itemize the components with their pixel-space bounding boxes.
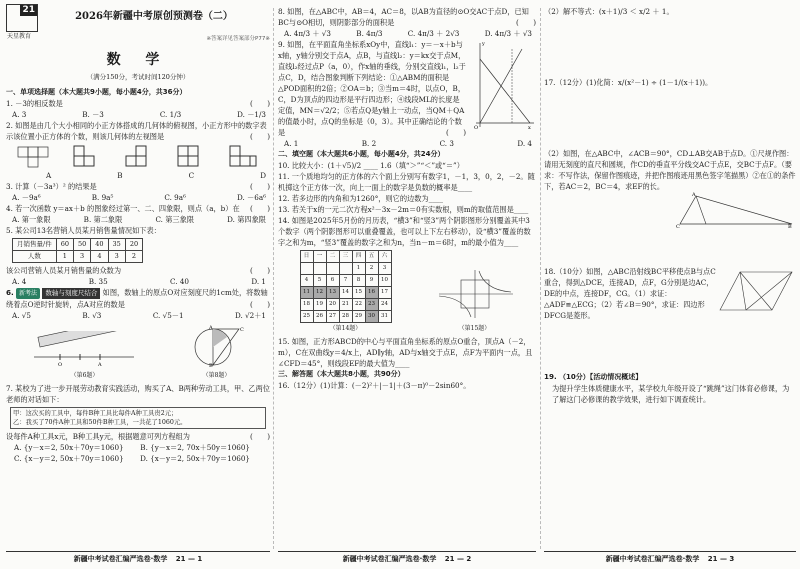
- table-row: 人数 1 3 4 3 2: [13, 251, 143, 263]
- svg-text:C: C: [676, 224, 680, 228]
- table-row: 4 5 6 7 8 9 10: [300, 275, 391, 287]
- svg-text:A: A: [208, 325, 213, 331]
- table-row: 1 2 3: [300, 263, 391, 275]
- question-7: 7. 某校为了进一步开展劳动教育实践活动，购买了A、B两种劳动工具，甲、乙两位老师的对话如下：: [6, 384, 270, 404]
- logo-number: 21: [22, 5, 35, 15]
- table-row: 日 一 二 三 四 五 六: [300, 251, 391, 263]
- option: D. －1/3: [237, 110, 266, 119]
- exam-meta: （满分150分，考试时间120分钟）: [86, 73, 190, 81]
- page-number: 21 — 3: [707, 555, 735, 563]
- new-method-tag: 新考法: [16, 288, 40, 299]
- ruler-figure: [30, 331, 140, 367]
- section-heading: 三、解答题（本大题共8小题，共90分）: [278, 370, 405, 378]
- option: C. 1/3: [159, 110, 182, 119]
- page-number: 21 — 1: [175, 555, 203, 563]
- question-17-part2: （2）如图，在△ABC中，∠ACB＝90°，CD⊥AB交AB于点D。①尺规作图：请用无刻度的直尺和圆规，作CD的垂直平分线交AC于点E，交BC于点F。（要求：不写作法，保留作图痕迹，并把作图痕迹用黑色签字笔描黑）②在①的条件下，若AC＝2，BC＝4，求EF的长。: [544, 149, 796, 191]
- footer-title: 新疆中考试卷汇编严选卷·数学: [73, 555, 168, 563]
- dialogue-box: [10, 407, 266, 429]
- question-8: 8. 如图，在△ABC中，AB＝4，AC＝8，以AB为直径的⊙O交AC于点D，已知BC与⊙O相切，则阴影部分的面积是 ( ): [278, 7, 536, 27]
- dialogue-line: 乙：我买了70件A种工具和50件B种工具，一共花了1060元。: [13, 419, 187, 426]
- question-7-tail: 设每件A种工具x元，B种工具y元，根据题意可列方程组为 ( ): [6, 432, 270, 441]
- figure-row-14-15: [278, 250, 536, 334]
- question-9: 9. 如图，在平面直角坐标系xOy中，直线l₁：y＝－x＋b与x轴，y轴分别交于点A，点B，与直线l₂：y＝kx交于点M，直线l₂经过点P（a，0），作x轴的垂线，分别交直线l₁，l₂于点C，D，结合图象判断下列结论：①△ABM的面积是△POD面积的2倍；②OA＝b；③当m＝4时，以点O，B，C，D为顶点的四边形是平行四边形；④线段ML的长度是定值，MN＝√2/2；⑤若点Q是y轴上一动点，当QM＋QA的值最小时，点Q的坐标是（0，3）。其中正确结论的个数是 ( ): [278, 40, 466, 137]
- option: B. －3: [82, 110, 104, 119]
- table-row: 18 19 20 21 22 23 24: [300, 299, 391, 311]
- section-heading: 一、单项选择题（本大题共9小题，每小题4分，共36分）: [6, 88, 187, 96]
- option-c-figure: [177, 144, 207, 168]
- svg-text:x: x: [528, 125, 531, 131]
- figure-caption: （第6题）: [70, 372, 99, 379]
- question-9-options: A. 1 B. 2 C. 3 D. 4: [284, 139, 532, 148]
- page-column-1: [6, 0, 270, 569]
- svg-text:C: C: [239, 327, 244, 333]
- question-3-options: A. －9a⁶ B. 9a⁵ C. 9a⁶ D. －6a⁶: [12, 193, 266, 202]
- table-row: 月销售量/件 60 50 40 35 20: [13, 239, 143, 251]
- question-14: 14. 如图是2025年5月份的月历表，“横3”和“竖3”两个阴影图形分别覆盖其中3个数字（两个阴影图形可以重叠覆盖，也可以上下左右移动），设“横3”覆盖的数字之和为m，“竖3”覆盖的数字之和为n，当n－m＝6时，m的最小值为____: [278, 216, 531, 247]
- question-5-options: A. 4 B. 35 C. 40 D. 1: [12, 277, 266, 286]
- calendar-table: [300, 250, 392, 323]
- answer-reference: ※答案详见答案部分P77※: [206, 36, 270, 42]
- publisher-logo: [6, 4, 38, 40]
- question-2-options: A B C D: [46, 171, 266, 180]
- figure-caption: （第8题）: [202, 372, 231, 379]
- option-a-figure: [73, 144, 103, 168]
- top-view-figure: [17, 146, 51, 168]
- question-4-options: A. 第一象限 B. 第二象限 C. 第三象限 D. 第四象限: [12, 215, 266, 224]
- footer-title: 新疆中考试卷汇编严选卷·数学: [342, 555, 437, 563]
- figure-caption: （第14题）: [329, 325, 362, 332]
- option-b-figure: [125, 144, 155, 168]
- footer-title: 新疆中考试卷汇编严选卷·数学: [605, 555, 700, 563]
- activity-tag: （10分）【活动情况概述】: [559, 373, 643, 381]
- question-3: 3. 计算（－3a³）² 的结果是 ( ): [6, 182, 270, 191]
- question-16-part2: （2）解不等式：(x＋1)/3 ＜ x/2 ＋ 1。: [544, 7, 674, 16]
- question-19: 19. （10分）【活动情况概述】: [544, 372, 643, 381]
- page-column-3: [544, 0, 796, 569]
- page-footer: [278, 551, 536, 565]
- answer-space: [544, 321, 796, 371]
- table-row: 11 12 13 14 15 16 17: [300, 287, 391, 299]
- question-1: 1. －3的相反数是 ( ): [6, 99, 270, 108]
- triangle-figure-wrap: [544, 192, 796, 228]
- answer-space: [544, 88, 796, 148]
- answer-space: [544, 228, 796, 266]
- question-2-figures: [6, 144, 270, 168]
- dialogue-line: 甲：这次买的工具中，每件B种工具比每件A种工具贵2元；: [13, 410, 178, 417]
- question-8-options: A. 4π/3 ＋ √3 B. 4π/3 C. 4π/3 ＋ 2√3 D. 4π/3 ＋ √3: [284, 29, 532, 38]
- answer-space: [544, 17, 796, 77]
- table-row: 25 26 27 28 29 30 31: [300, 311, 391, 323]
- right-triangle-figure: [676, 192, 796, 228]
- question-1-options: [6, 109, 270, 120]
- exam-title: 2026年新疆中考原创预测卷（二）: [75, 11, 233, 22]
- topic-tag: 数轴与刻度尺结合: [42, 288, 100, 299]
- page-number: 21 — 2: [444, 555, 472, 563]
- question-10: 10. 比较大小：(1＋√5)/2 ____ 1.6（填“＞”“＜”或“＝”）: [278, 161, 464, 170]
- svg-text:O: O: [474, 125, 479, 131]
- column-divider: [273, 8, 274, 549]
- question-7-options: A. {y－x＝2, 50x＋70y＝1060} B. {y－x＝2, 70x＋50y＝1060} C. {x－y＝2, 50x＋70y＝1060} D. {x－y＝2, 50x＋70y＝1060}: [14, 443, 250, 463]
- question-15: 15. 如图，正方形ABCD的中心与平面直角坐标系的原点O重合，顶点A（－2，m），C在双曲线y＝4/x上，AD∥y轴，AD与x轴交于点E，点F为平面内一点，且∠CFD＝45°，则线段EF的最大值为____: [278, 337, 533, 368]
- svg-text:O: O: [57, 362, 62, 367]
- question-13: 13. 若关于x的一元二次方程x²－3x－2m＝0有实数根，则m的取值范围是____: [278, 205, 529, 214]
- svg-text:A: A: [97, 362, 102, 367]
- coordinate-figure: [466, 39, 536, 131]
- column-divider: [540, 8, 541, 549]
- section-heading: 二、填空题（本大题共6小题，每小题4分，共24分）: [278, 150, 445, 158]
- question-11: 11. 一个质地均匀的正方体的六个面上分别写有数字1，－1，3，0，2，－2。随机掷这个正方体一次，向上一面上的数字是负数的概率是____: [278, 172, 535, 192]
- question-5: 5. 某公司13名营销人员某月销售量情况如下表：: [6, 226, 161, 235]
- figure-row-6-8: [6, 323, 270, 381]
- question-18: 18.（10分）如图，△ABC沿射线BC平移使点B与点C重合，得到△DCE，连接AD，点F，G分别是边AC，DE的中点，连接DF，CG。（1）求证：△ADF≌△ECG；（2）若∠B＝90°，求证：四边形DFCG是菱形。: [544, 267, 716, 320]
- question-16: 16.（12分）(1)计算：(－2)²＋|－1|＋(3－π)⁰－2sin60°。: [278, 381, 471, 390]
- hyperbola-figure: [435, 268, 515, 320]
- svg-text:A: A: [692, 192, 696, 198]
- answer-bracket: ( ): [250, 99, 270, 108]
- parallelogram-figure: [716, 266, 796, 316]
- option: A. 3: [12, 110, 27, 119]
- svg-text:y: y: [482, 41, 485, 47]
- question-2: 2. 如图是由几个大小相同的小正方体搭成的几何体的俯视图，小正方形中的数字表示该位置小正方体的个数，则该几何体的左视图是 ( ): [6, 121, 270, 141]
- option-d-figure: [229, 144, 259, 168]
- question-4: 4. 若一次函数 y＝ax＋b 的图象经过第一、二、四象限，则点（a，b）在 ( ): [6, 204, 270, 213]
- question-5-tail: 该公司营销人员某月销售量的众数为 ( ): [6, 266, 270, 275]
- svg-text:B: B: [788, 224, 792, 228]
- question-17: 17.（12分）(1)化简：x/(x²－1) ÷ (1－1/(x＋1))。: [544, 78, 713, 87]
- page-footer: [6, 551, 270, 565]
- page-footer: [544, 551, 796, 565]
- svg-text:B: B: [208, 363, 213, 367]
- circle-figure: [187, 323, 247, 367]
- sales-table: [12, 238, 143, 263]
- question-19-body: 为提升学生体质健康水平，某学校九年级开设了“跳绳”这门体育必修课，为了解这门必修课的教学效果，进行如下调查统计。: [552, 384, 790, 404]
- figure-caption: （第15题）: [458, 325, 491, 332]
- question-6: 6. 新考法 数轴与刻度尺结合 如图，数轴上的原点O对应刻度尺的1cm处，将数轴绕着点O逆时针旋转，点A对应的数是 ( ): [6, 288, 270, 309]
- question-12: 12. 若多边形的内角和为1260°，则它的边数为____: [278, 194, 443, 203]
- page-column-2: [278, 0, 536, 569]
- subject-title: 数 学: [106, 52, 170, 68]
- question-6-options: A. √5 B. √3 C. √5－1 D. √2＋1: [12, 311, 266, 320]
- brand-name: 天星教育: [7, 33, 32, 40]
